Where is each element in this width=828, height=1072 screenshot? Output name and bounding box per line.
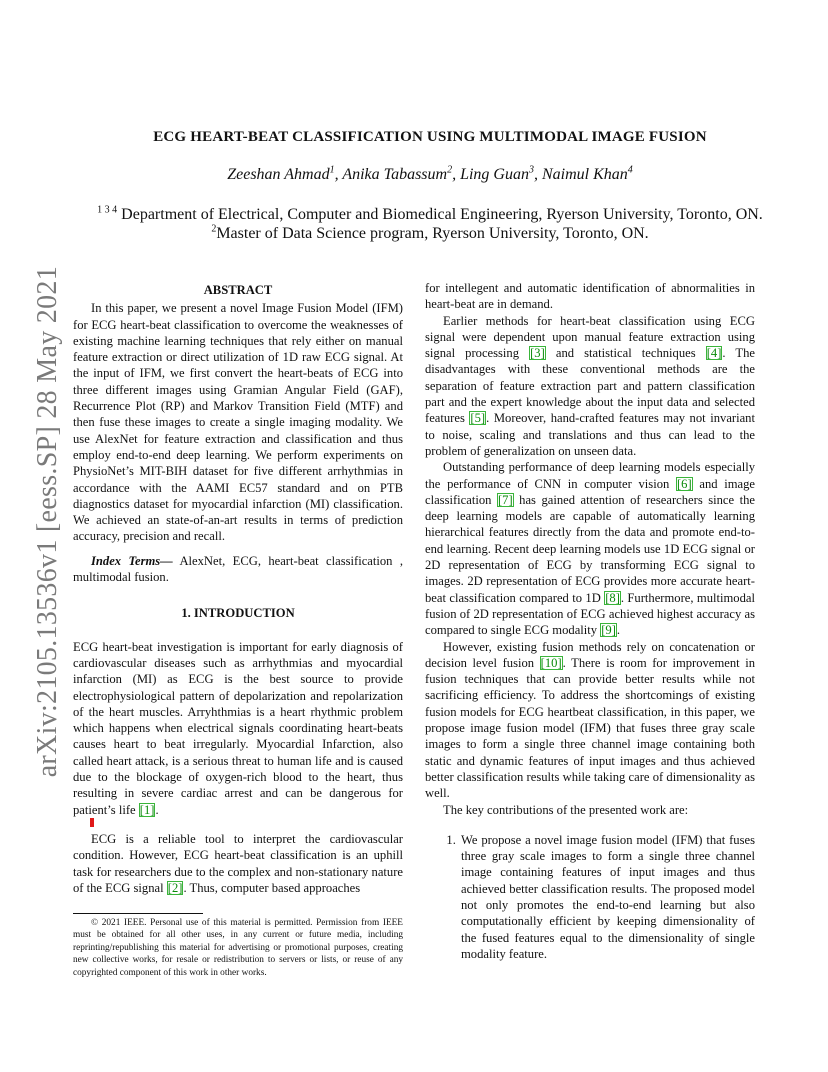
affiliation-sup: 2 <box>211 223 217 235</box>
index-terms-label: Index Terms— <box>91 553 173 568</box>
index-terms <box>73 553 403 586</box>
paragraph-text: . Furthermore, multimodal fusion of 2D representation of ECG achieved highest accuracy as compared to single ECG modality <box>425 590 755 638</box>
author-list: Zeeshan Ahmad$^1$, Anika Tabassum$^2$, Ling Guan$^3$, Naimul Khan$^4$ <box>227 164 633 183</box>
author-sup: 2 <box>447 164 453 176</box>
abstract-heading: ABSTRACT <box>203 283 273 297</box>
contributions-intro: The key contributions of the presented work are: <box>443 802 689 817</box>
affiliation-secondary <box>60 225 800 243</box>
paragraph-text: . The disadvantages with these conventional methods are the separation of feature extraction part and pattern classification part and the expert knowledge about the input data and selected features <box>425 346 755 426</box>
author-name: Anika Tabassum <box>342 166 448 183</box>
contribution-item: 1. We propose a novel image fusion model (IFM) that fuses three gray scale images to form a single three channel image containing features of input images and thus achieved better classification results. The proposed model not only promotes the end-to-end learning but also computationally efficient by keeping dimensionality of the fused features equal to the dimensionality of single modality feature. <box>459 832 755 962</box>
citation-link[interactable]: [4] <box>706 346 722 361</box>
citation-link[interactable]: [2] <box>167 880 183 895</box>
right-column <box>425 280 755 962</box>
paragraph-text: ECG heart-beat investigation is important for early diagnosis of cardiovascular diseases such as arrhythmias and myocardial infarction (MI) as ECG is the best source to provide electrophysiological pattern of depolarization and repolarization of the heart muscles. Arryhthmias is a heart rhythmic problem which happens when electrical signals coordinating heart-beats causes heart to beat irregularly. Myocardial Infarction, also called heart attack, is a serious threat to human life and is caused due to the blockage of oxygen-rich blood to the heart, thus resulting in severe cardiac arrest and can be dangerous for patient’s life <box>73 639 403 817</box>
citation-link[interactable]: [3] <box>530 346 545 361</box>
intro-paragraph-2 <box>73 831 403 896</box>
margin-marker <box>90 818 94 827</box>
citation-link[interactable]: [5] <box>470 411 486 426</box>
paragraph-text: ECG is a reliable tool to interpret the cardiovascular condition. However, ECG heart-beat classification is an uphill task for researchers due to the complex and non-stationary nature of the ECG signal <box>73 831 403 895</box>
paragraph-text: . Moreover, hand-crafted features may not invariant to noise, scaling and translations and thus can lead to the problem of generalization on unseen data. <box>425 411 755 458</box>
paragraph-text: However, existing fusion methods rely on concatenation or decision level fusion <box>425 639 755 670</box>
left-column <box>73 282 403 896</box>
citation-link[interactable]: [1] <box>139 802 155 817</box>
citation-link[interactable]: [8] <box>605 590 620 605</box>
paper-title: ECG HEART-BEAT CLASSIFICATION USING MULTIMODAL IMAGE FUSION <box>153 129 707 145</box>
arxiv-stamp <box>24 266 72 778</box>
index-terms-text: AlexNet, ECG, heart-beat classification , multimodal fusion. <box>73 553 403 585</box>
footnote-rule <box>73 913 203 914</box>
intro-paragraph-4 <box>425 313 755 460</box>
author-name: Ling Guan <box>460 166 529 183</box>
affiliation-sup: 1 3 4 <box>97 204 118 216</box>
paragraph-text: . <box>616 623 621 638</box>
paragraph-text: Outstanding performance of deep learning models especially the performance of CNN in computer vision <box>425 460 755 491</box>
affiliation-text: Master of Data Science program, Ryerson University, Toronto, ON. <box>216 225 649 242</box>
paragraph-text: and statistical techniques <box>545 346 706 361</box>
author-sup: 3 <box>528 164 534 176</box>
citation-link[interactable]: [9] <box>601 623 616 638</box>
citation-link[interactable]: [6] <box>676 476 692 491</box>
paragraph-text: Earlier methods for heart-beat classification using ECG signal were dependent upon manual feature extraction using signal processing <box>425 313 755 361</box>
copyright-text: © 2021 IEEE. Personal use of this material is permitted. Permission from IEEE must be obtained for all other uses, in any current or future media, including reprinting/republishing this material for advertising or promotional purposes, creating new collective works, for resale or redistribution to servers or lists, or reuse of any copyrighted component of this work in other works. <box>73 918 403 978</box>
intro-paragraph-6 <box>425 639 755 802</box>
intro-paragraph-5 <box>425 459 755 638</box>
affiliation-primary <box>60 206 800 224</box>
copyright-footnote <box>73 913 403 979</box>
paragraph-text: . Thus, computer based approaches <box>183 880 361 895</box>
contributions-list <box>425 832 755 962</box>
arxiv-identifier: arXiv:2105.13536v1 [eess.SP] 28 May 2021 <box>32 266 63 778</box>
paragraph-text: has gained attention of researchers since the deep learning models are capable of automatically learning hierarchical features directly from the data and promote end-to-end learning. Recent deep learning models use 1D ECG signal or 2D representation of ECG by transforming ECG signal to images. 2D representation of ECG provides more accurate heart-beat classification compared to 1D <box>425 492 755 605</box>
affiliation-text: Department of Electrical, Computer and Biomedical Engineering, Ryerson University, Toronto, ON. <box>117 206 763 223</box>
paragraph-text: and image classification <box>425 476 755 507</box>
paragraph-text: . There is room for improvement in fusion techniques that can provide better results while not sacrificing efficiency. To address the shortcomings of existing fusion models for ECG heartbeat classification, in this paper, we propose image fusion model (IFM) that fuses three gray scale images to form a single three channel image containing both static and dynamic features of input images and thus achieved better classification results while taking care of dimensionality as well. <box>425 655 755 801</box>
citation-link[interactable]: [10] <box>540 655 562 670</box>
abstract-text: In this paper, we present a novel Image Fusion Model (IFM) for ECG heart-beat classification to overcome the weaknesses of existing machine learning techniques that rely either on manual feature extraction or direct utilization of 1D raw ECG signal. At the input of IFM, we first convert the heart-beats of ECG into three different images using Gramian Angular Field (GAF), Recurrence Plot (RP) and Markov Transition Field (MTF) and then fuse these images to create a single imaging modality. We use AlexNet for feature extraction and classification and thus employ end-to-end deep learning. We perform experiments on PhysioNet’s MIT-BIH dataset for five different arrhythmias in accordance with the AAMI EC57 standard and on PTB diagnostics dataset for myocardial infarction (MI) classification. We achieved an state-of-an-art results in terms of prediction accuracy, precision and recall. <box>73 301 403 544</box>
author-name: Zeeshan Ahmad <box>227 166 330 183</box>
citation-link[interactable]: [7] <box>497 492 513 507</box>
author-name: Naimul Khan <box>541 166 628 183</box>
author-sup: 4 <box>627 164 633 176</box>
author-sup: 1 <box>329 164 335 176</box>
section-heading-introduction: 1. INTRODUCTION <box>181 606 295 621</box>
intro-paragraph-1 <box>73 639 403 818</box>
paragraph-text: . <box>155 802 159 817</box>
intro-paragraph-3: for intellegent and automatic identification of abnormalities in heart-beat are in demand. <box>425 281 755 312</box>
